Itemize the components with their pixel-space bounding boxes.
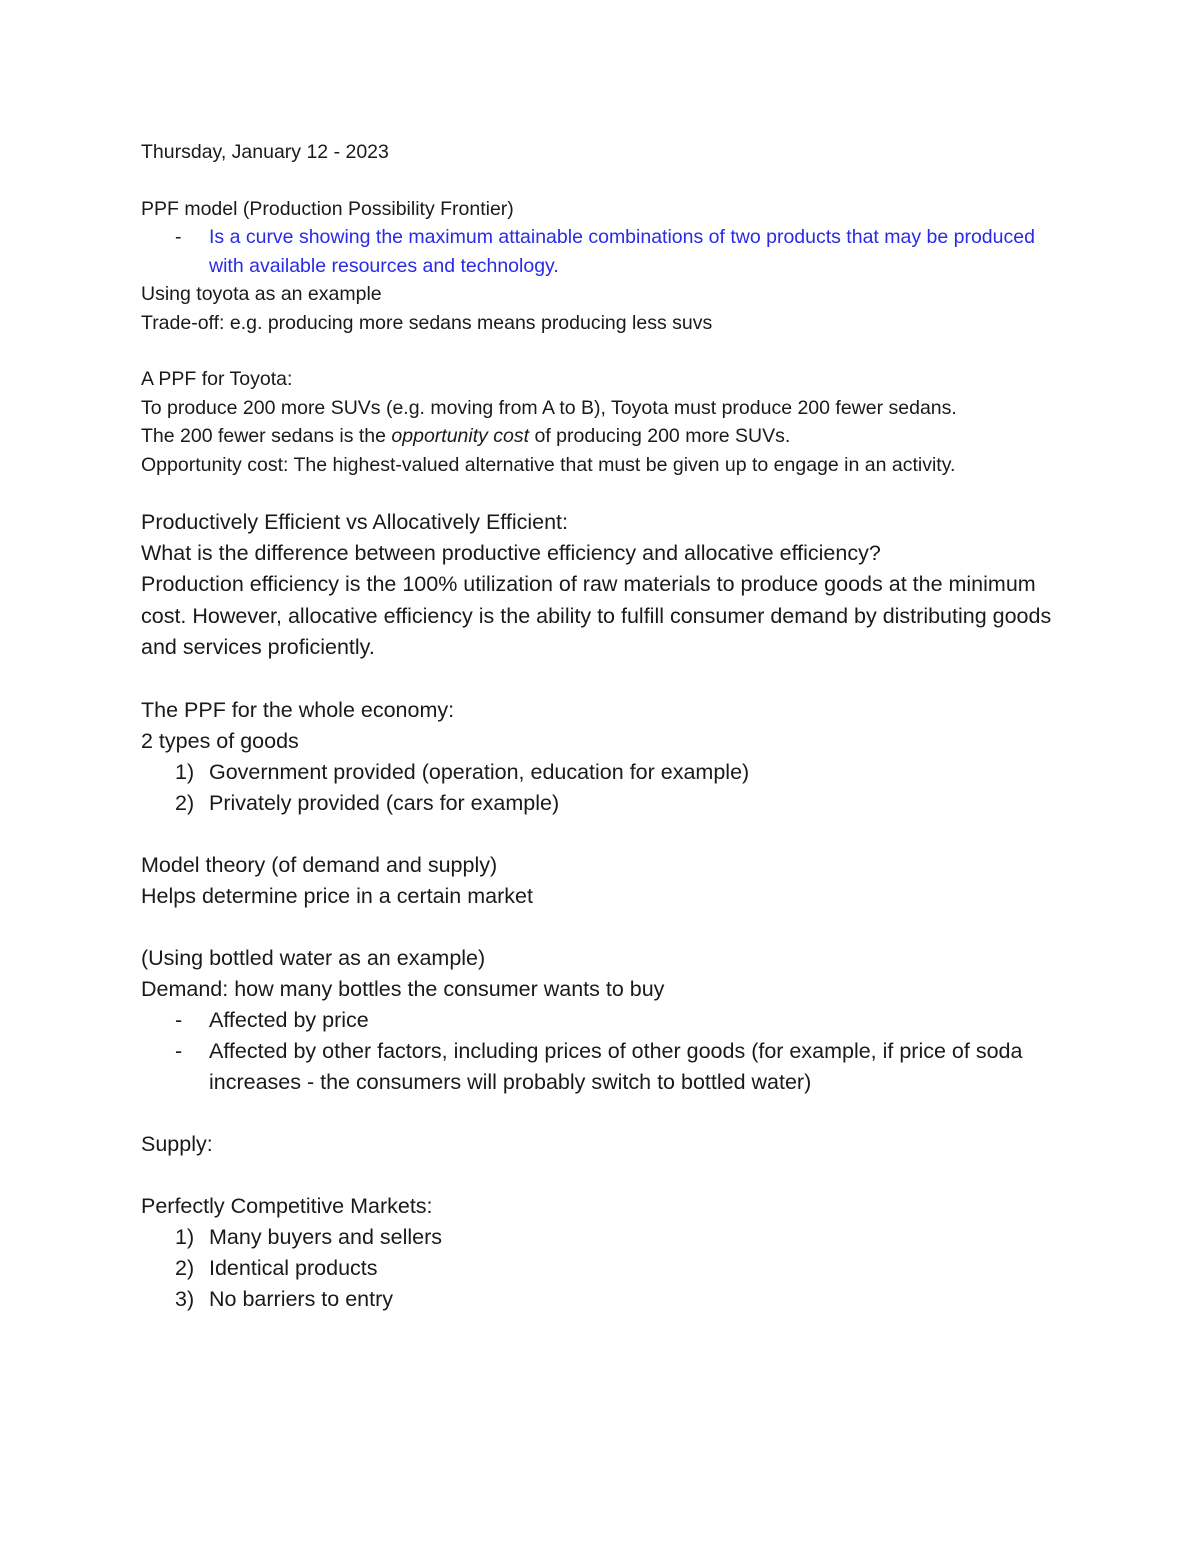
list-item [141, 1253, 1071, 1284]
list-item-text: Privately provided (cars for example) [209, 790, 560, 815]
toyota-line-2-start: The 200 fewer sedans is the [141, 425, 392, 447]
ppf-definition-item [141, 223, 1071, 280]
ppf-heading: PPF model (Production Possibility Frontier) [141, 197, 514, 220]
spacer [141, 819, 1071, 850]
model-line: Helps determine price in a certain market [141, 883, 533, 908]
list-item [141, 1284, 1071, 1315]
toyota-line-3: Opportunity cost: The highest-valued alternative that must be given up to engage in an activity. [141, 453, 956, 476]
spacer [141, 664, 1071, 695]
supply-heading: Supply: [141, 1131, 213, 1156]
list-marker: 1) [175, 1224, 195, 1249]
ppf-example: Using toyota as an example [141, 283, 382, 305]
toyota-line-2-end: of producing 200 more SUVs. [529, 425, 791, 447]
list-item-text: Affected by other factors, including prices of other goods (for example, if price of soda increases - the consumers will probably switch to bottled water) [209, 1038, 1023, 1094]
ppf-definition: Is a curve showing the maximum attainable combinations of two products that may be produced with available resources and technology. [209, 226, 1035, 277]
economy-subheading: 2 types of goods [141, 728, 299, 753]
list-marker: 2) [175, 790, 195, 815]
list-item-text: No barriers to entry [209, 1286, 394, 1311]
list-item-text: Government provided (operation, education for example) [209, 759, 750, 784]
ppf-tradeoff: Trade-off: e.g. producing more sedans means producing less suvs [141, 311, 713, 334]
bullet-marker: - [175, 226, 182, 248]
list-item-text: Affected by price [209, 1007, 369, 1032]
spacer [141, 1098, 1071, 1129]
opportunity-cost-term: opportunity cost [391, 425, 530, 447]
toyota-line-1: To produce 200 more SUVs (e.g. moving from A to B), Toyota must produce 200 fewer sedans. [141, 396, 957, 419]
list-item-text: Identical products [209, 1255, 378, 1280]
economy-heading: The PPF for the whole economy: [141, 697, 455, 722]
spacer [141, 1160, 1071, 1191]
date-heading: Thursday, January 12 - 2023 [141, 141, 389, 163]
list-item [141, 757, 1071, 788]
spacer [141, 337, 1071, 365]
efficiency-question: What is the difference between productive efficiency and allocative efficiency? [141, 541, 881, 565]
list-item [141, 788, 1071, 819]
efficiency-heading: Productively Efficient vs Allocatively Efficient: [141, 510, 569, 534]
list-item [141, 1222, 1071, 1253]
demand-heading: Demand: how many bottles the consumer wants to buy [141, 976, 665, 1001]
bullet-marker: - [175, 1038, 183, 1063]
toyota-line-2 [141, 422, 1071, 451]
list-item [141, 1036, 1071, 1098]
efficiency-answer: Production efficiency is the 100% utilization of raw materials to produce goods at the minimum cost. However, allocative efficiency is the ability to fulfill consumer demand by distributing goods and services proficiently. [141, 572, 1052, 659]
list-marker: 3) [175, 1286, 195, 1311]
spacer [141, 912, 1071, 943]
bullet-marker: - [175, 1007, 183, 1032]
list-item-text: Many buyers and sellers [209, 1224, 443, 1249]
markets-heading: Perfectly Competitive Markets: [141, 1193, 433, 1218]
toyota-heading: A PPF for Toyota: [141, 368, 293, 390]
model-heading: Model theory (of demand and supply) [141, 852, 498, 877]
list-item [141, 1005, 1071, 1036]
spacer [141, 167, 1071, 195]
list-marker: 1) [175, 759, 195, 784]
demand-example: (Using bottled water as an example) [141, 945, 486, 970]
spacer [141, 479, 1071, 507]
document-page [141, 138, 1071, 1315]
list-marker: 2) [175, 1255, 195, 1280]
